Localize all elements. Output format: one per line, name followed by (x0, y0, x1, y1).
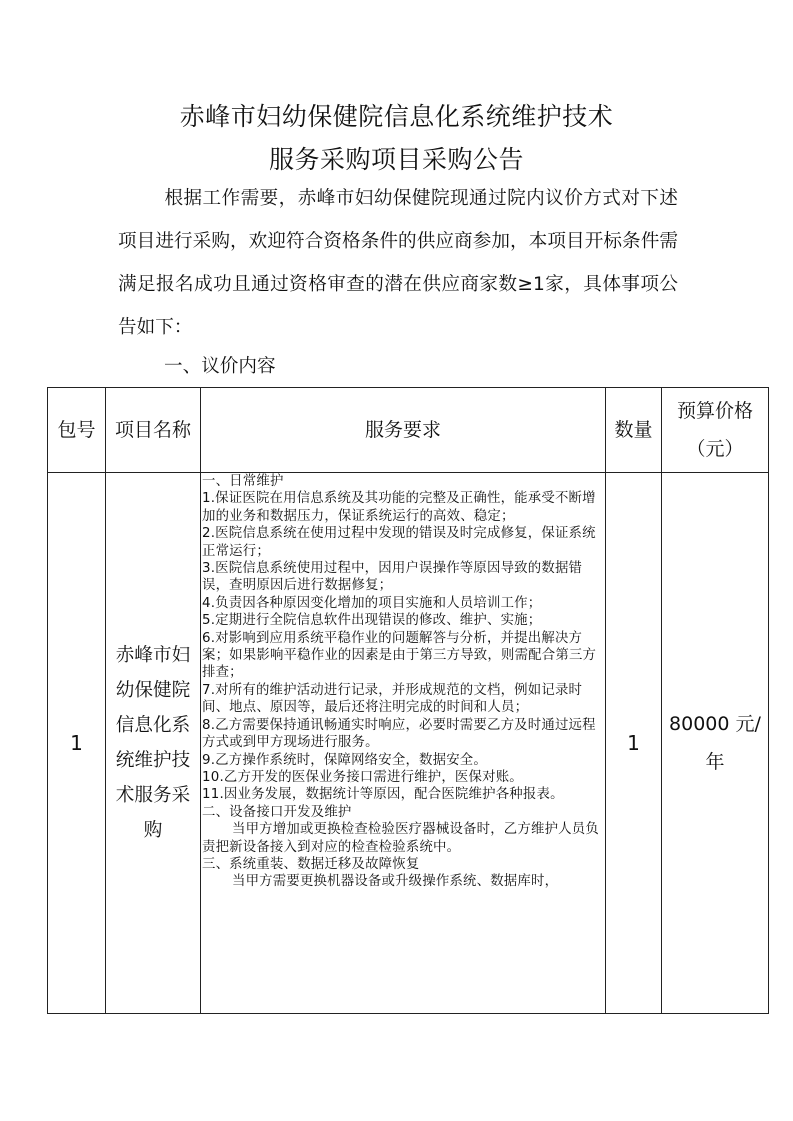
requirement-line: 9.乙方操作系统时，保障网络安全，数据安全。 (202, 752, 487, 768)
procurement-table (47, 387, 769, 1014)
table-header-row (48, 388, 769, 473)
cell-budget (662, 473, 769, 1014)
header-package-no: 包号 (48, 388, 106, 473)
requirement-line: 7.对所有的维护活动进行记录，并形成规范的文档，例如记录时间、地点、原因等，最后还将注明完成的时间和人员； (202, 682, 583, 716)
requirement-line (202, 821, 605, 856)
requirement-line: 4.负责因各种原因变化增加的项目实施和人员培训工作； (202, 595, 542, 611)
requirement-text: 当甲方需要更换机器设备或升级操作系统、数据库时， (232, 874, 559, 890)
requirement-line: 1.保证医院在用信息系统及其功能的完整及正确性，能承受不断增加的业务和数据压力，保证系统运行的高效、稳定； (202, 491, 596, 524)
requirement-line: 一、日常维护 (202, 474, 284, 489)
requirement-line: 5.定期进行全院信息软件出现错误的修改、维护、实施； (202, 613, 542, 629)
cell-project-name: 赤峰市妇幼保健院信息化系统维护技术服务采购 (106, 473, 201, 1014)
header-quantity: 数量 (606, 388, 662, 473)
requirement-heading: 二、设备接口开发及维护 (202, 804, 352, 820)
requirement-line (202, 873, 605, 890)
intro-paragraph (118, 177, 678, 349)
table-row (48, 473, 769, 1014)
requirement-heading: 三、系统重装、数据迁移及故障恢复 (202, 856, 420, 872)
intro-text: 根据工作需要，赤峰市妇幼保健院现通过院内议价方式对下述项目进行采购，欢迎符合资格条件的供应商参加，本项目开标条件需满足报名成功且通过资格审查的潜在供应商家数≥1家，具体事项公告如下： (118, 188, 678, 338)
budget-line1: 80000 元/ (669, 713, 761, 735)
document-title-line2: 服务采购项目采购公告 (268, 145, 524, 174)
cell-quantity: 1 (606, 473, 662, 1014)
budget-line2: 年 (705, 751, 725, 773)
header-budget-line2: （元） (686, 438, 744, 460)
requirement-text: 当甲方增加或更换检查检验医疗器械设备时，乙方维护人员负责把新设备接入到对应的检查检验系统中。 (202, 822, 599, 855)
requirement-line: 3.医院信息系统使用过程中，因用户误操作等原因导致的数据错误，查明原因后进行数据修复； (202, 561, 583, 594)
requirement-line: 10.乙方开发的医保业务接口需进行维护，医保对账。 (202, 769, 523, 785)
header-budget-line1: 预算价格 (676, 400, 753, 422)
requirement-line: 11.因业务发展，数据统计等原因，配合医院维护各种报表。 (202, 787, 564, 803)
requirement-line: 8.乙方需要保持通讯畅通实时响应，必要时需要乙方及时通过远程方式或到甲方现场进行服务。 (202, 717, 596, 751)
cell-package-no: 1 (48, 473, 106, 1014)
header-service-requirements: 服务要求 (201, 388, 606, 473)
header-project-name: 项目名称 (106, 388, 201, 473)
header-budget (662, 388, 769, 473)
section-heading: 一、议价内容 (164, 356, 276, 377)
cell-service-requirements (201, 473, 606, 1014)
requirement-line: 6.对影响到应用系统平稳作业的问题解答与分析，并提出解决方案；如果影响平稳作业的因素是由于第三方导致，则需配合第三方排查； (202, 630, 597, 681)
document-title-line1: 赤峰市妇幼保健院信息化系统维护技术 (179, 102, 614, 131)
requirement-line: 2.医院信息系统在使用过程中发现的错误及时完成修复，保证系统正常运行； (202, 526, 596, 559)
